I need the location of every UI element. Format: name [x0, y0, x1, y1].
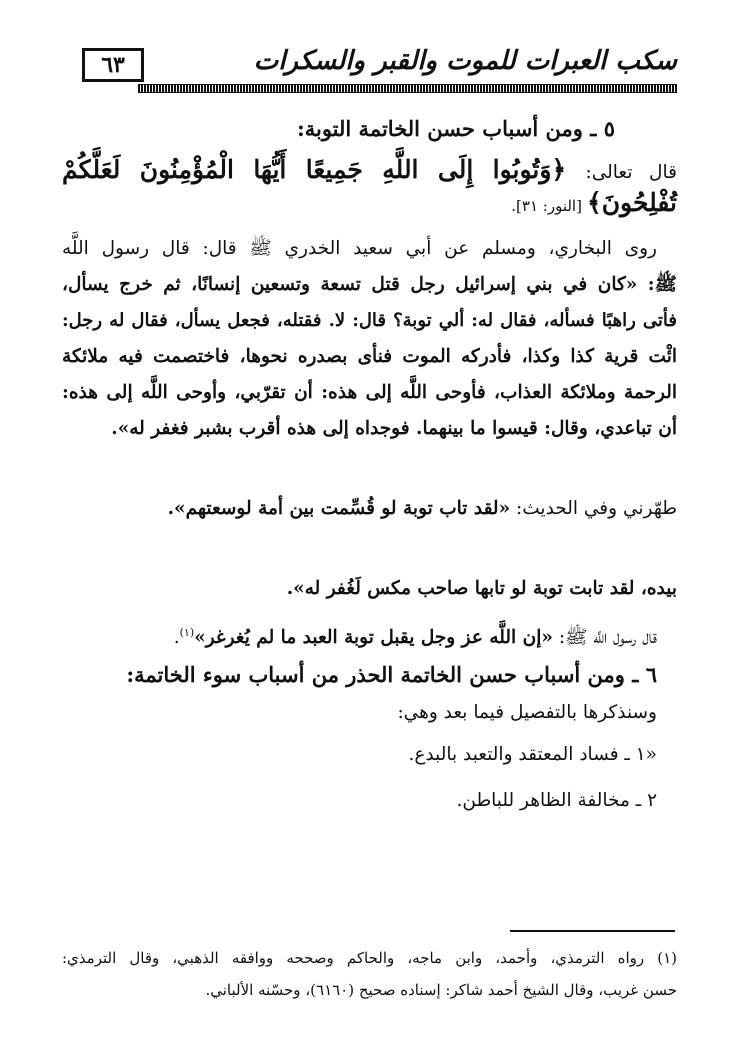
running-title: سكب العبرات للموت والقبر والسكرات — [253, 46, 677, 76]
hadith-1-line-5: الرحمة وملائكة العذاب، فأوحى اللَّه إلى هذه: أن تقرّبي، وأوحى اللَّه إلى هذه: — [62, 382, 677, 403]
hadith-4-quote: «إن اللَّه عز وجل يقبل توبة العبد ما لم يُغرغر» — [194, 627, 553, 649]
hadith-2-line-2 — [62, 491, 677, 527]
ayah-intro: قال تعالى: — [585, 162, 677, 183]
section6-heading: ٦ ـ ومن أسباب حسن الخاتمة الحذر من أسباب سوء الخاتمة: — [126, 662, 657, 688]
footnotes — [62, 942, 677, 1006]
section6-item-2: ٢ ـ مخالفة الظاهر للباطن. — [456, 790, 657, 812]
hadith-1-line-2: ﷺ: «كان في بني إسرائيل رجل قتل تسعة وتسعين إنسانًا، ثم خرج يسأل، — [62, 274, 677, 295]
hadith-3-line-1 — [62, 535, 677, 571]
hadith-1-line-4: ائْت قرية كذا وكذا، فأدركه الموت فنأى بصدره نحوها، فاختصمت فيه ملائكة — [62, 346, 677, 367]
hadith-4 — [62, 615, 677, 656]
hadith-1-line-6: أن تباعدي، وقال: قيسوا ما بينهما. فوجداه إلى هذه أقرب بشبر فغفر له». — [111, 418, 677, 439]
hadith-3 — [62, 535, 677, 607]
footnote-marker: (١) — [179, 626, 195, 639]
footnote-line-1: (١) رواه الترمذي، وأحمد، وابن ماجه، والحاكم وصححه ووافقه الذهبي، وقال الترمذي: — [62, 949, 677, 967]
ayah-text-2: تُفْلِحُونَ﴾ — [587, 188, 677, 217]
hadith-4-end: . — [173, 627, 180, 649]
footnote-rule — [510, 930, 675, 932]
ayah-reference: [النور: ٣١]. — [511, 197, 582, 215]
section6-item-1: «١ ـ فساد المعتقد والتعبد بالبدع. — [408, 744, 657, 766]
ayah-text-1: ﴿وَتُوبُوا إِلَى اللَّهِ جَمِيعًا أَيُّهَا الْمُؤْمِنُونَ لَعَلَّكُمْ — [62, 155, 567, 184]
footnote-line-2: حسن غريب، وقال الشيخ أحمد شاكر: إسناده صحيح (٦١٦٠)، وحسّنه الألباني. — [205, 981, 677, 999]
section6-intro: وسنذكرها بالتفصيل فيما بعد وهي: — [397, 702, 657, 724]
main-text — [62, 116, 677, 819]
hadith-1-line-1: روى البخاري، ومسلم عن أبي سعيد الخدري ﷺ قال: قال رسول اللَّه — [62, 238, 657, 259]
hadith-2-line-1 — [62, 455, 677, 491]
hadith-4-line — [62, 615, 657, 656]
hadith-2-intro: طهّرني وفي الحديث: — [516, 498, 677, 519]
page-number: ٦٣ — [82, 48, 144, 82]
section5-heading: ٥ ـ ومن أسباب حسن الخاتمة التوبة: — [296, 116, 615, 141]
ayah-line-1 — [62, 155, 677, 184]
hadith-3-line-2: بيده، لقد تابت توبة لو تابها صاحب مكس لَغُفر له». — [286, 578, 677, 599]
ayah-line-2 — [62, 188, 677, 217]
hadith-1-line-3: فأتى راهبًا فسأله، فقال له: ألي توبة؟ قال: لا. فقتله، فجعل يسأل، فقال له رجل: — [62, 310, 677, 331]
section6-list — [62, 695, 677, 819]
hadith-4-intro: قال رسول اللَّه ﷺ: — [558, 627, 657, 649]
hadith-2-quote: «لقد تاب توبة لو قُسِّمت بين أمة لوسعتهم». — [167, 498, 511, 519]
hadith-2 — [62, 455, 677, 527]
header-rule — [138, 84, 677, 93]
hadith-1 — [62, 231, 677, 447]
page-header — [82, 40, 677, 100]
